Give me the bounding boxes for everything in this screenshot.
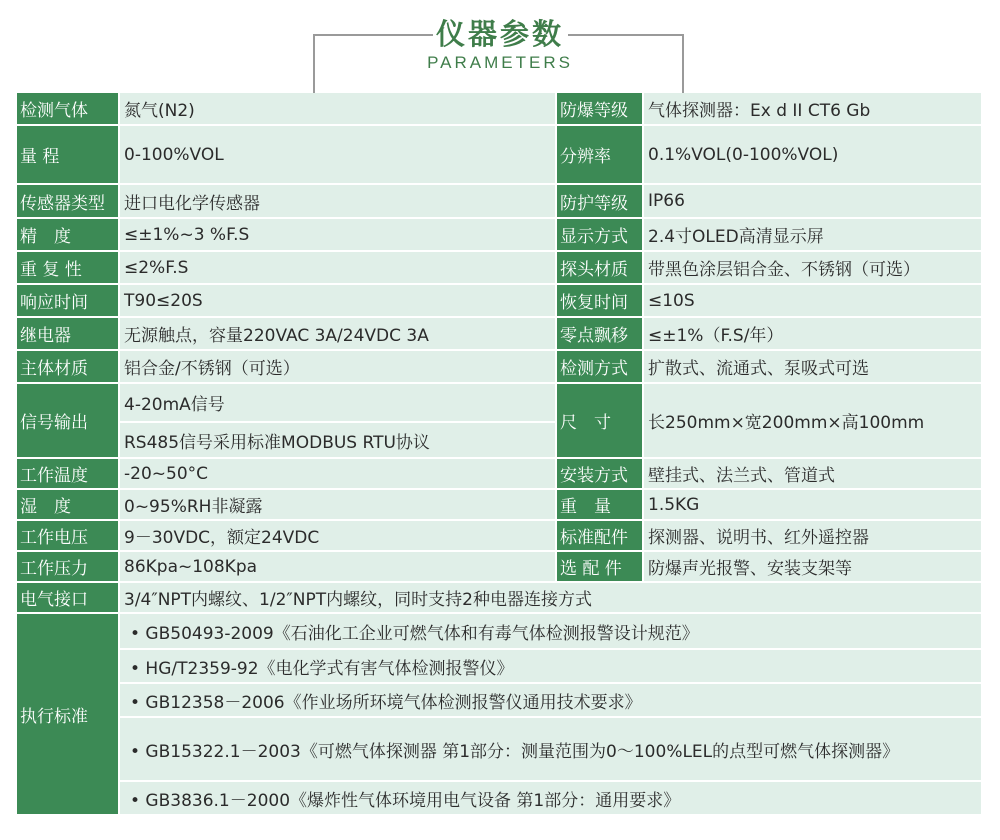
param-value: 86Kpa~108Kpa xyxy=(120,552,557,581)
table-row xyxy=(17,93,981,126)
param-value: 0-100%VOL xyxy=(120,126,557,183)
param-value: 2.4寸OLED高清显示屏 xyxy=(644,219,981,250)
param-label: 重 量 xyxy=(557,490,644,519)
page-subtitle: PARAMETERS xyxy=(427,53,573,72)
list-item: • GB3836.1－2000《爆炸性气体环境用电气设备 第1部分：通用要求》 xyxy=(120,780,981,814)
param-value: 无源触点，容量220VAC 3A/24VDC 3A xyxy=(120,318,557,349)
param-label: 防爆等级 xyxy=(557,93,644,124)
param-label: 重 复 性 xyxy=(17,252,120,283)
param-label: 探头材质 xyxy=(557,252,644,283)
param-value: IP66 xyxy=(644,185,981,217)
param-label: 主体材质 xyxy=(17,351,120,382)
param-value: 铝合金/不锈钢（可选） xyxy=(120,351,557,382)
table-row xyxy=(17,219,981,252)
table-row xyxy=(17,285,981,318)
list-item: • GB50493-2009《石油化工企业可燃气体和有毒气体检测报警设计规范》 xyxy=(130,623,699,644)
table-row xyxy=(17,521,981,552)
param-label: 信号输出 xyxy=(17,384,120,457)
param-label: 安装方式 xyxy=(557,459,644,488)
param-label: 零点飘移 xyxy=(557,318,644,349)
standards-label: 执行标准 xyxy=(17,614,120,814)
param-value: 1.5KG xyxy=(644,490,981,519)
param-value: ≤±1%（F.S/年） xyxy=(644,318,981,349)
param-value: 0~95%RH非凝露 xyxy=(120,490,557,519)
table-row xyxy=(17,318,981,351)
param-value: 长250mm×宽200mm×高100mm xyxy=(644,384,981,457)
standards-list xyxy=(120,614,981,814)
param-label: 尺 寸 xyxy=(557,384,644,457)
param-label: 继电器 xyxy=(17,318,120,349)
table-row xyxy=(17,126,981,185)
param-label: 防护等级 xyxy=(557,185,644,217)
table-row xyxy=(17,459,981,490)
param-value: ≤2%F.S xyxy=(120,252,557,283)
page-title: 仪器参数 xyxy=(435,17,564,51)
param-value: RS485信号采用标准MODBUS RTU协议 xyxy=(120,421,555,457)
param-value: 进口电化学传感器 xyxy=(120,185,557,217)
param-value: ≤10S xyxy=(644,285,981,316)
param-value: 0.1%VOL(0-100%VOL) xyxy=(644,126,981,183)
param-value-group xyxy=(120,384,557,457)
param-label: 标准配件 xyxy=(557,521,644,550)
param-label: 选 配 件 xyxy=(557,552,644,581)
table-row xyxy=(17,252,981,285)
param-value: 3/4″NPT内螺纹、1/2″NPT内螺纹，同时支持2种电器连接方式 xyxy=(120,583,981,612)
list-item: • GB15322.1－2003《可燃气体探测器 第1部分：测量范围为0～100%LEL的点型可燃气体探测器》 xyxy=(120,716,981,780)
param-value: 带黑色涂层铝合金、不锈钢（可选） xyxy=(644,252,981,283)
param-label: 显示方式 xyxy=(557,219,644,250)
param-label: 湿 度 xyxy=(17,490,120,519)
param-value: 扩散式、流通式、泵吸式可选 xyxy=(644,351,981,382)
param-label: 工作压力 xyxy=(17,552,120,581)
table-row xyxy=(17,552,981,583)
param-value: 4-20mA信号 xyxy=(124,395,225,415)
table-row xyxy=(17,351,981,384)
table-row xyxy=(17,583,981,614)
list-item: • HG/T2359-92《电化学式有害气体检测报警仪》 xyxy=(120,648,981,682)
list-item: • GB12358－2006《作业场所环境气体检测报警仪通用技术要求》 xyxy=(120,682,981,716)
param-label: 检测方式 xyxy=(557,351,644,382)
param-label: 响应时间 xyxy=(17,285,120,316)
param-value: 气体探测器：Ex d II CT6 Gb xyxy=(644,93,981,124)
param-value: 氮气(N2) xyxy=(120,93,557,124)
param-label: 精 度 xyxy=(17,219,120,250)
param-label: 工作温度 xyxy=(17,459,120,488)
table-row xyxy=(17,490,981,521)
param-value: T90≤20S xyxy=(120,285,557,316)
param-value: 9－30VDC，额定24VDC xyxy=(120,521,557,550)
param-label: 量 程 xyxy=(17,126,120,183)
table-row xyxy=(17,384,981,459)
param-label: 电气接口 xyxy=(17,583,120,612)
param-label: 检测气体 xyxy=(17,93,120,124)
param-label: 传感器类型 xyxy=(17,185,120,217)
header xyxy=(0,0,1000,96)
table-row xyxy=(17,614,981,814)
param-value: 防爆声光报警、安装支架等 xyxy=(644,552,981,581)
param-value: -20~50°C xyxy=(120,459,557,488)
table-row xyxy=(17,185,981,219)
parameters-table xyxy=(17,93,981,814)
param-label: 恢复时间 xyxy=(557,285,644,316)
param-value: 探测器、说明书、红外遥控器 xyxy=(644,521,981,550)
param-value: ≤±1%~3 %F.S xyxy=(120,219,557,250)
param-label: 分辨率 xyxy=(557,126,644,183)
param-label: 工作电压 xyxy=(17,521,120,550)
param-value: 壁挂式、法兰式、管道式 xyxy=(644,459,981,488)
